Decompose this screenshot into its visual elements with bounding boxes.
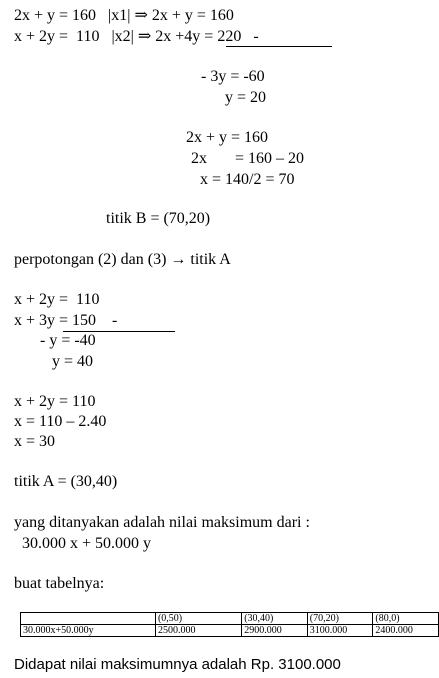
table-cell: 3100.000	[307, 625, 373, 637]
table-cell: 2900.000	[242, 625, 308, 637]
table-cell: 30.000x+50.000y	[21, 625, 156, 637]
point-b-result: titik B = (70,20)	[106, 210, 211, 227]
equation-line: x + 2y = 110 |x2| ⇒ 2x +4y = 220 -	[14, 28, 259, 45]
equation-line: y = 20	[225, 89, 267, 106]
equation-line: x + 2y = 110	[14, 291, 100, 308]
equation-line: y = 40	[52, 353, 94, 370]
table-cell: 2500.000	[155, 625, 241, 637]
values-table	[20, 612, 439, 637]
point-a-result: titik A = (30,40)	[14, 473, 118, 490]
table-cell: 2400.000	[373, 625, 439, 637]
objective-formula: 30.000 x + 50.000 y	[22, 535, 152, 552]
table-header-cell: (80,0)	[373, 613, 439, 625]
equation-line: 2x + y = 160 |x1| ⇒ 2x + y = 160	[14, 7, 234, 24]
equation-line: x + 3y = 150 -	[14, 312, 118, 329]
subtraction-rule	[226, 46, 332, 47]
section-heading: perpotongan (2) dan (3) → titik A	[14, 251, 231, 268]
table-header-cell	[21, 613, 156, 625]
equation-line: 2x = 160 – 20	[191, 150, 305, 167]
equation-line: 2x + y = 160	[186, 129, 269, 146]
equation-line: x = 110 – 2.40	[14, 413, 107, 430]
table-header-cell: (70,20)	[307, 613, 373, 625]
equation-line: x + 2y = 110	[14, 393, 96, 410]
equation-line: x = 30	[14, 433, 56, 450]
table-intro: buat tabelnya:	[14, 575, 105, 592]
table-header-cell: (0,50)	[155, 613, 241, 625]
question-text: yang ditanyakan adalah nilai maksimum dari :	[14, 514, 310, 531]
table-row	[21, 625, 439, 637]
equation-line: - y = -40	[40, 332, 96, 349]
equation-line: x = 140/2 = 70	[200, 171, 295, 188]
equation-line: - 3y = -60	[201, 68, 265, 85]
table-header-cell: (30,40)	[242, 613, 308, 625]
table-header-row	[21, 613, 439, 625]
conclusion-text: Didapat nilai maksimumnya adalah Rp. 3100.000	[14, 656, 341, 673]
